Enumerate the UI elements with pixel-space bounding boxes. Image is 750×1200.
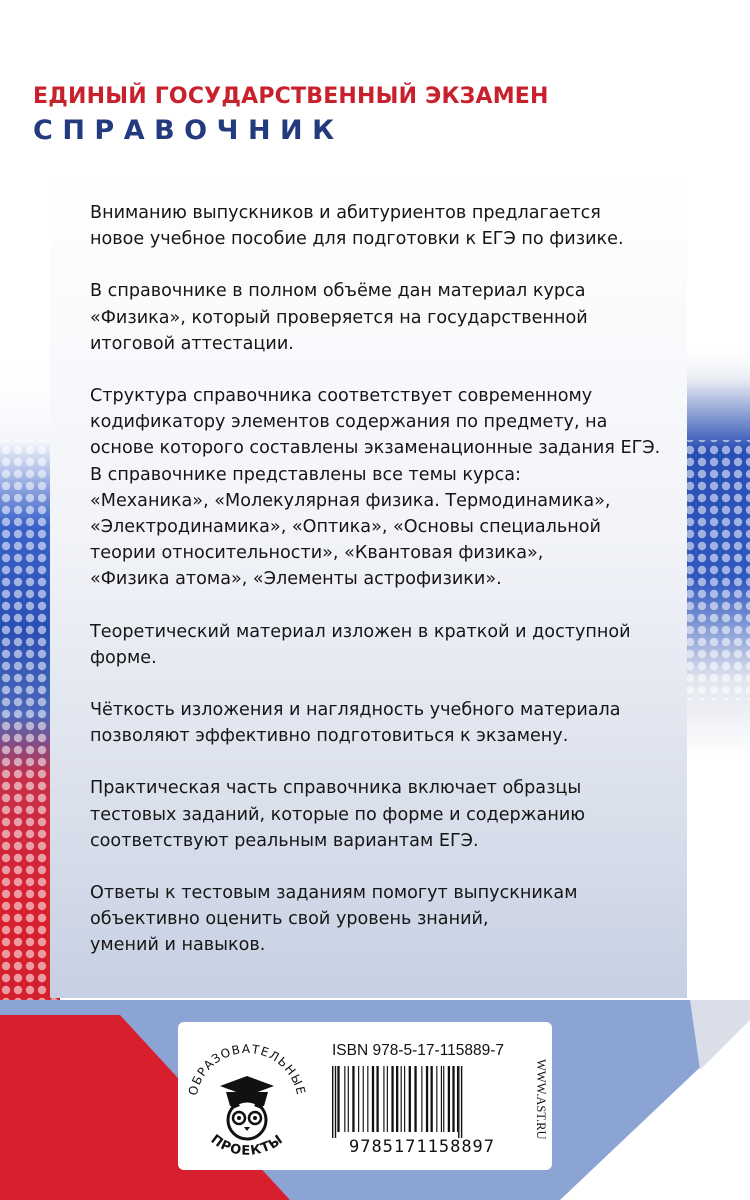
text-line: тестовых заданий, которые по форме и содержанию	[90, 804, 586, 825]
text-line: Вниманию выпускников и абитуриентов предлагается	[90, 203, 601, 223]
paragraph-theory	[90, 619, 650, 671]
text-line: Ответы к тестовым заданиям помогут выпускникам	[90, 883, 578, 904]
description-text	[90, 200, 661, 985]
barcode-bar	[383, 1066, 384, 1132]
text-line: Практическая часть справочника включает образцы	[90, 778, 582, 799]
barcode-bar	[348, 1066, 349, 1132]
barcode-digits: 9785171158897	[348, 1137, 496, 1154]
barcode-box	[178, 1022, 552, 1170]
text-line: В справочнике представлены все темы курса:	[90, 464, 521, 485]
paragraph-practice	[90, 775, 650, 854]
barcode-bar	[441, 1066, 442, 1132]
barcode	[328, 1066, 516, 1154]
barcode-bar	[358, 1066, 359, 1132]
paragraph-structure	[90, 383, 661, 593]
text-line: Структура справочника соответствует современному	[90, 386, 593, 407]
publisher-site: WWW.AST.RU	[534, 1058, 548, 1140]
barcode-bar	[443, 1066, 444, 1132]
publisher-logo	[182, 1026, 312, 1166]
barcode-bar	[367, 1066, 368, 1132]
book-subtitle: СПРАВОЧНИК	[33, 115, 344, 146]
text-line: «Физика», который проверяется на государственной	[90, 307, 588, 328]
mascot-icon	[220, 1076, 274, 1139]
barcode-bar	[335, 1066, 336, 1138]
text-line: умений и навыков.	[90, 935, 266, 956]
text-line: «Электродинамика», «Оптика», «Основы специальной	[90, 517, 601, 538]
text-line: основе которого составлены экзаменационные задания ЕГЭ.	[90, 438, 661, 459]
text-line: позволяют эффективно подготовиться к экзамену.	[90, 726, 569, 747]
barcode-bar	[457, 1066, 458, 1132]
barcode-bar	[376, 1066, 378, 1132]
paragraph-clarity	[90, 697, 650, 749]
header	[33, 82, 549, 147]
barcode-bar	[421, 1066, 422, 1132]
barcode-bar	[452, 1066, 454, 1132]
barcode-bar	[461, 1066, 462, 1138]
text-line: «Механика», «Молекулярная физика. Термодинамика»,	[90, 490, 611, 511]
barcode-bar	[426, 1066, 428, 1132]
barcode-bar	[344, 1066, 345, 1132]
barcode-bar	[363, 1066, 364, 1132]
text-line: форме.	[90, 647, 157, 668]
paragraph-intro	[90, 200, 650, 252]
barcode-bar	[332, 1066, 333, 1138]
barcode-bar	[409, 1066, 411, 1132]
text-line: соответствуют реальным вариантам ЕГЭ.	[90, 830, 479, 851]
text-line: «Физика атома», «Элементы астрофизики».	[90, 569, 502, 590]
barcode-bar	[458, 1066, 459, 1138]
barcode-bar	[414, 1066, 416, 1132]
barcode-bar	[387, 1066, 388, 1132]
text-line: Чёткость изложения и наглядность учебного материала	[90, 700, 621, 721]
text-line: новое учебное пособие для подготовки к ЕГЭ по физике.	[90, 229, 624, 250]
barcode-bar	[401, 1066, 402, 1132]
barcode-bar	[352, 1066, 354, 1132]
text-line: кодификатору элементов содержания по предмету, на	[90, 412, 608, 433]
text-line: В справочнике в полном объёме дан материал курса	[90, 281, 586, 302]
paragraph-content	[90, 278, 650, 357]
exam-title: ЕДИНЫЙ ГОСУДАРСТВЕННЫЙ ЭКЗАМЕН	[33, 84, 549, 109]
text-line: теории относительности», «Квантовая физика»,	[90, 543, 544, 564]
text-line: Теоретический материал изложен в краткой и доступной	[90, 621, 631, 642]
barcode-bar	[396, 1066, 398, 1132]
isbn-label: ISBN 978-5-17-115889-7	[332, 1042, 505, 1059]
barcode-bar	[391, 1066, 393, 1132]
barcode-bar	[337, 1066, 339, 1132]
barcode-bar	[448, 1066, 450, 1132]
logo-text-bottom: ПРОЕКТЫ	[207, 1131, 287, 1159]
barcode-bar	[431, 1066, 433, 1132]
barcode-bars	[332, 1066, 462, 1138]
logo-text-top: ОБРАЗОВАТЕЛЬНЫЕ	[185, 1041, 309, 1097]
text-line: объективно оценить свой уровень знаний,	[90, 909, 489, 930]
barcode-bar	[372, 1066, 374, 1132]
paragraph-answers	[90, 880, 650, 959]
text-line: итоговой аттестации.	[90, 333, 294, 354]
barcode-bar	[436, 1066, 437, 1132]
barcode-bar	[404, 1066, 405, 1132]
